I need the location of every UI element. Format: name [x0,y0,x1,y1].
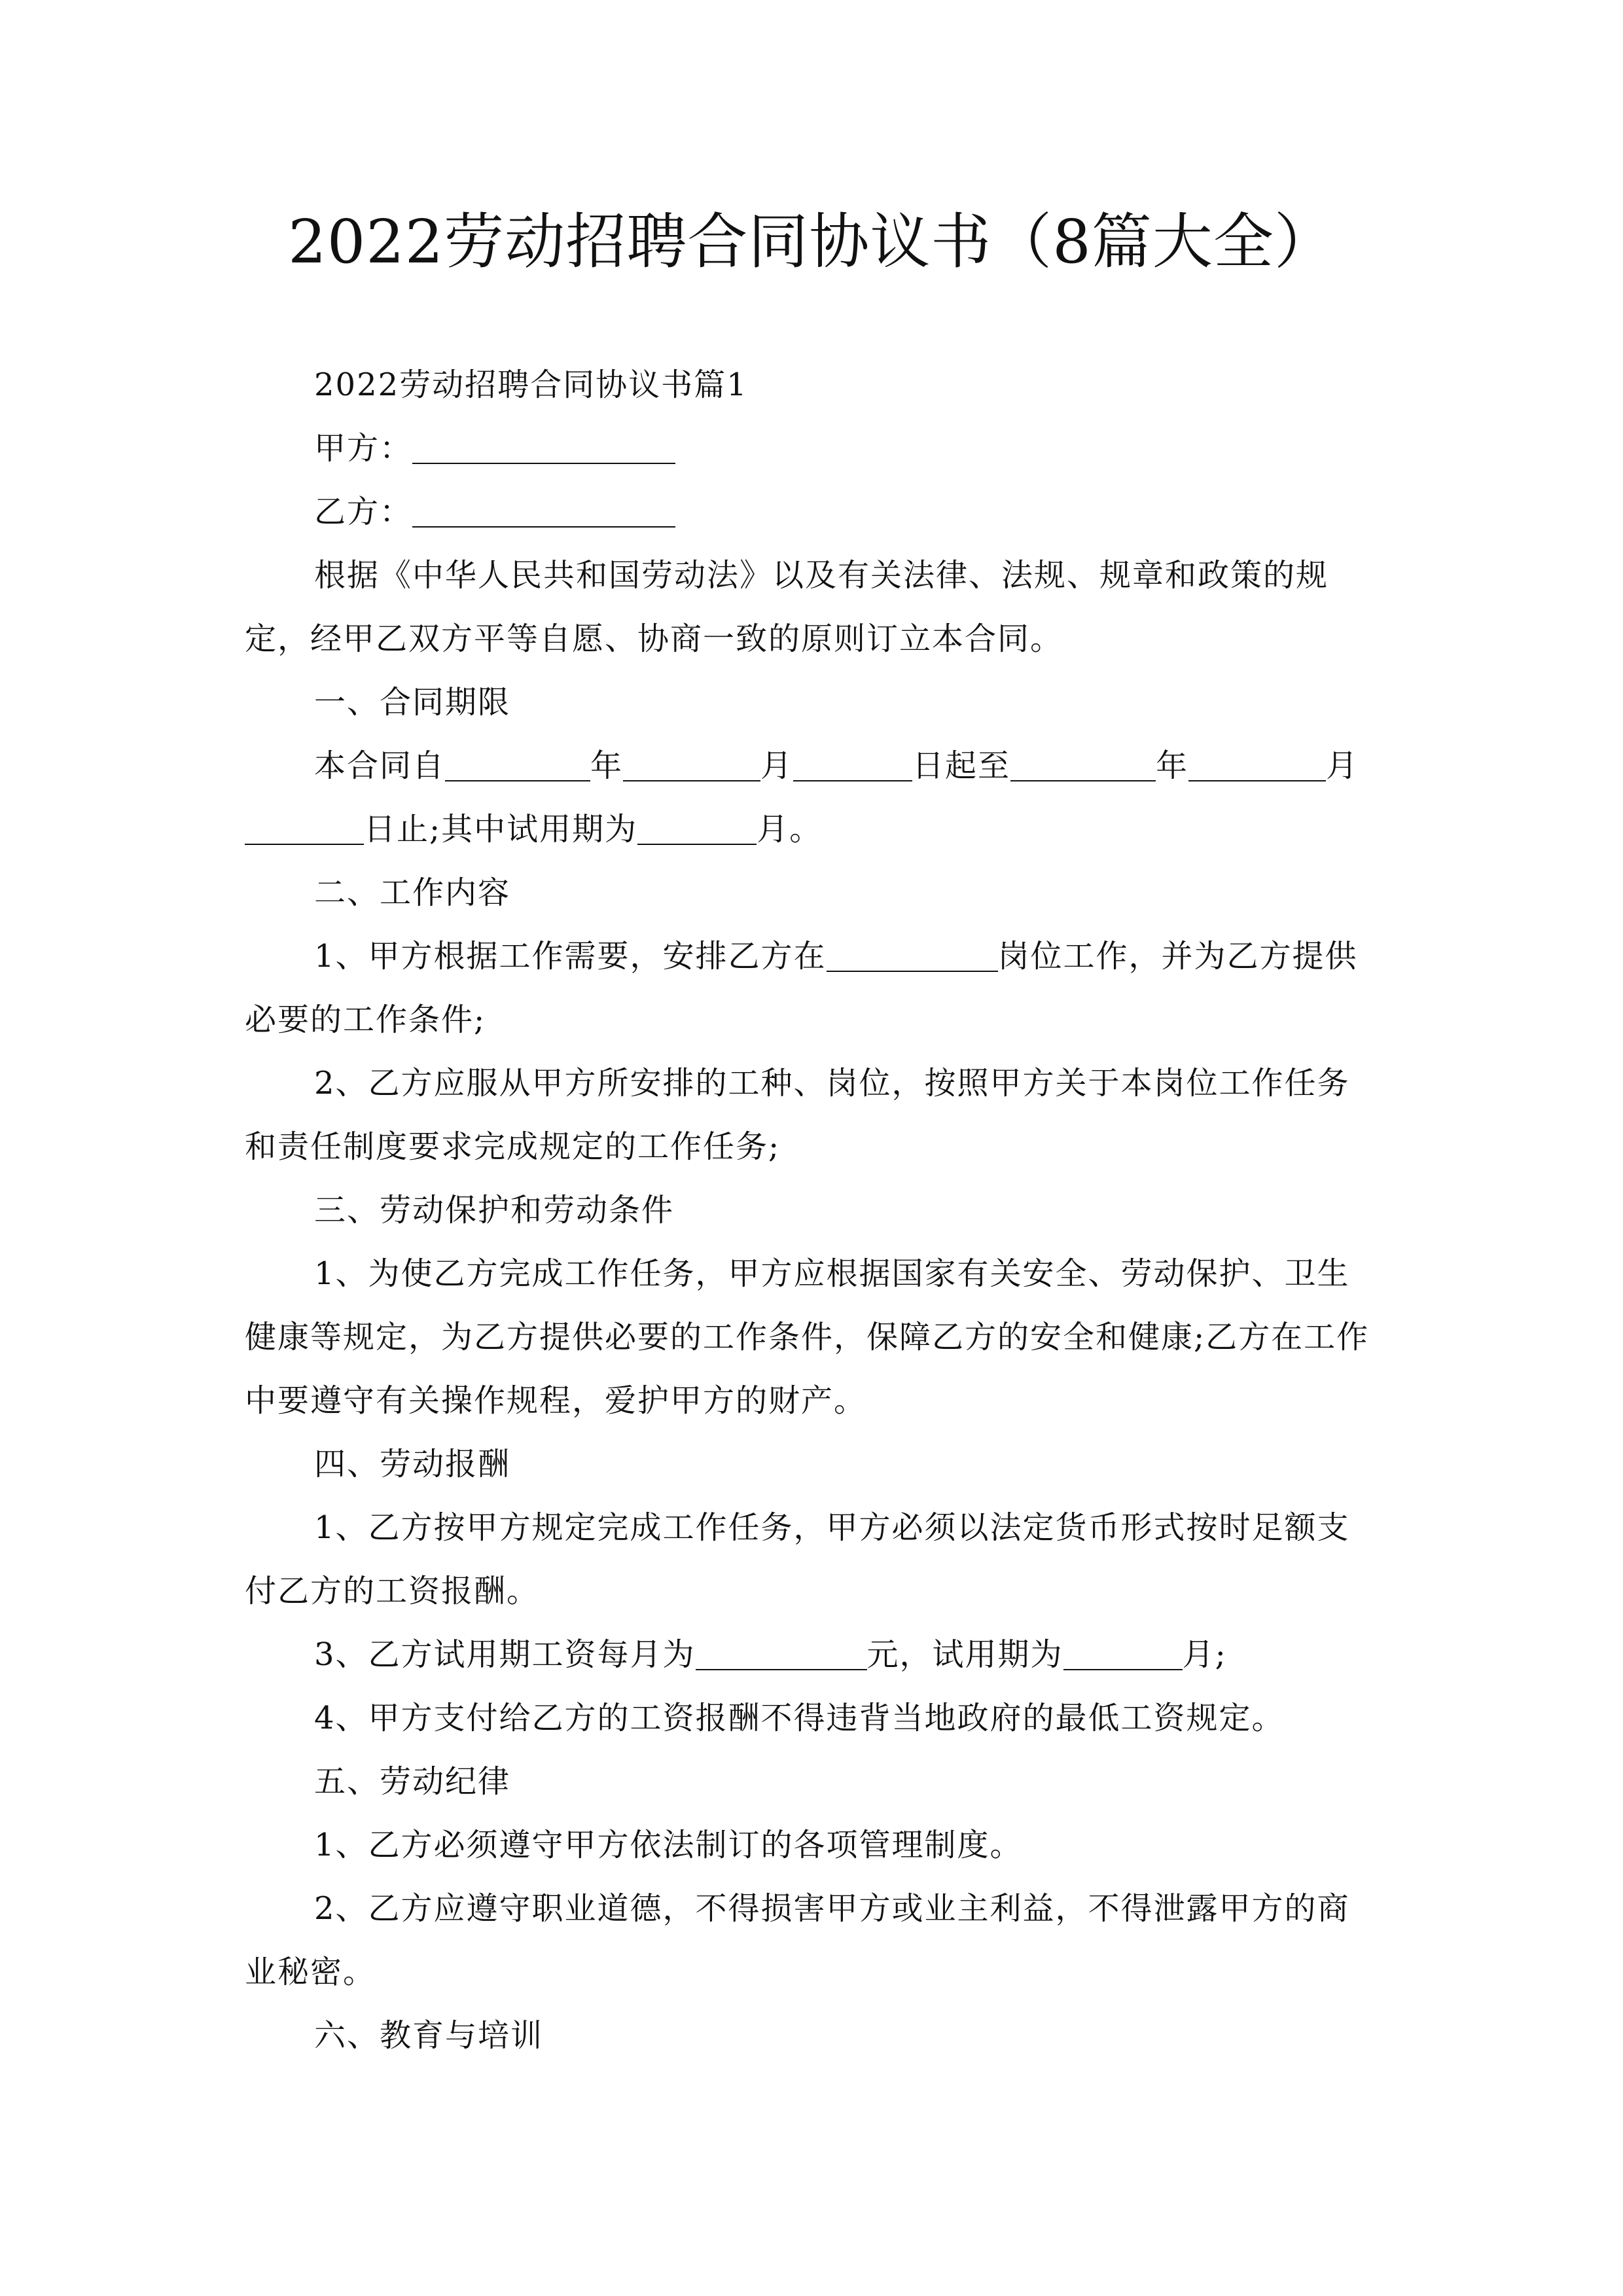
intro-paragraph: 根据《中华人民共和国劳动法》以及有关法律、法规、规章和政策的规定，经甲乙双方平等自愿、协商一致的原则订立本合同。 [245,557,1329,657]
trial-period-text: 日止;其中试用期为 [364,811,638,848]
month-label-3: 月。 [757,811,823,848]
work-content-text-a: 1、甲方根据工作需要，安排乙方在 [314,938,827,975]
work-content-text-b: 岗位工作，并为乙方提供必要的工作条件; [245,938,1358,1038]
start-day-blank [793,749,912,781]
party-a-line [245,417,1378,480]
year-label-1: 年 [590,747,624,784]
trial-period-blank [637,812,757,845]
section-1-heading: 一、合同期限 [314,684,511,721]
trial-wage-text-c: 月; [1182,1636,1227,1673]
end-day-blank [245,812,364,845]
discipline-paragraph-2: 2、乙方应遵守职业道德，不得损害甲方或业主利益，不得泄露甲方的商业秘密。 [245,1890,1350,1990]
party-b-label: 乙方： [314,493,413,530]
trial-wage-text-a: 3、乙方试用期工资每月为 [314,1636,696,1673]
work-content-paragraph-2: 2、乙方应服从甲方所安排的工种、岗位，按照甲方关于本岗位工作任务和责任制度要求完成规定的工作任务; [245,1065,1350,1165]
month-label-1: 月 [760,747,794,784]
trial-wage-blank [696,1638,867,1670]
party-a-label: 甲方： [314,430,413,467]
document-body [245,353,1378,2068]
section-6-heading: 六、教育与培训 [314,2017,544,2054]
year-label-2: 年 [1156,747,1189,784]
labor-protection-paragraph: 1、为使乙方完成工作任务，甲方应根据国家有关安全、劳动保护、卫生健康等规定，为乙方提供必要的工作条件，保障乙方的安全和健康;乙方在工作中要遵守有关操作规程，爱护甲方的财产。 [245,1255,1370,1419]
start-year-blank [445,749,590,781]
trial-wage-text-b: 元，试用期为 [866,1636,1063,1673]
party-b-line [245,480,1378,544]
trial-months-blank [1063,1638,1183,1670]
party-b-blank [412,495,675,528]
remuneration-paragraph-1: 1、乙方按甲方规定完成工作任务，甲方必须以法定货币形式按时足额支付乙方的工资报酬。 [245,1509,1350,1609]
section-3-heading: 三、劳动保护和劳动条件 [314,1192,675,1229]
contract-subtitle: 2022劳动招聘合同协议书篇1 [314,367,748,403]
section-5-heading: 五、劳动纪律 [314,1763,511,1800]
start-month-blank [623,749,760,781]
end-month-blank [1188,749,1326,781]
contract-term-paragraph [245,734,1378,861]
section-2-heading: 二、工作内容 [314,874,511,911]
day-start-label: 日起至 [912,747,1011,784]
document-title: 2022劳动招聘合同协议书（8篇大全） [288,207,1335,277]
remuneration-paragraph-3 [245,1623,1378,1687]
discipline-paragraph-1: 1、乙方必须遵守甲方依法制订的各项管理制度。 [314,1827,1023,1863]
section-4-heading: 四、劳动报酬 [314,1446,511,1482]
remuneration-paragraph-4: 4、甲方支付给乙方的工资报酬不得违背当地政府的最低工资规定。 [314,1700,1285,1736]
term-start-text: 本合同自 [314,747,446,784]
position-blank [827,939,998,972]
month-label-2: 月 [1326,747,1359,784]
end-year-blank [1010,749,1156,781]
party-a-blank [412,431,675,464]
work-content-paragraph-1 [245,925,1378,1052]
